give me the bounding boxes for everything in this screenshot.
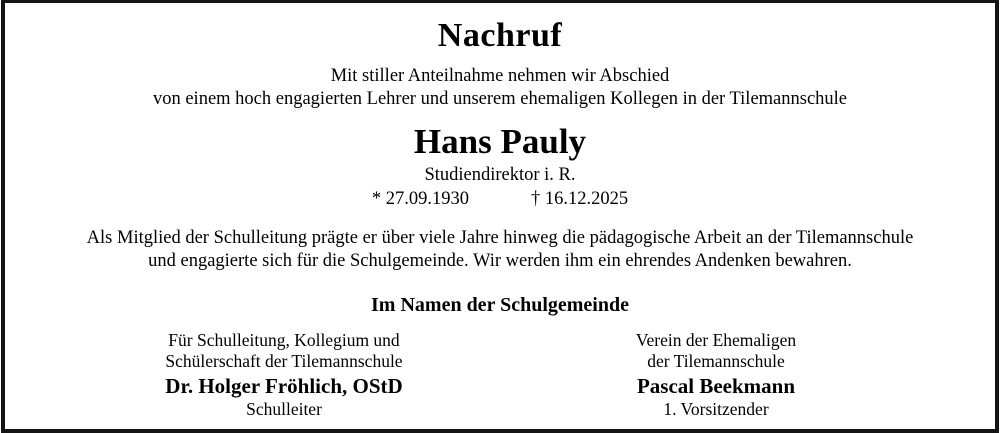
signatory-name: Pascal Beekmann <box>636 374 796 398</box>
signatory-org-line-1: Für Schulleitung, Kollegium und <box>168 330 400 350</box>
signatory-org-line-1: Verein der Ehemaligen <box>635 330 797 350</box>
notice-title: Nachruf <box>437 17 563 54</box>
notice-frame <box>1 0 999 433</box>
birth-date: * 27.09.1930 <box>371 189 469 209</box>
closing-line: Im Namen der Schulgemeinde <box>371 294 629 316</box>
deceased-role: Studiendirektor i. R. <box>424 165 576 185</box>
signatories <box>68 330 932 419</box>
signatory-title: Schulleiter <box>246 399 322 419</box>
deceased-name: Hans Pauly <box>413 122 587 161</box>
tribute-line-2: und engagierte sich für die Schulgemeinde. Wir werden ihm ein ehrendes Andenken bewahren. <box>148 251 852 271</box>
signatory-alumni-association <box>500 330 932 419</box>
tribute-text <box>5 227 995 273</box>
signatory-org-line-2: der Tilemannschule <box>647 350 785 371</box>
signatory-title: 1. Vorsitzender <box>663 399 769 419</box>
signatory-org <box>68 330 500 371</box>
intro-line-1: Mit stiller Anteilnahme nehmen wir Abschied <box>330 66 670 86</box>
intro-line-2: von einem hoch engagierten Lehrer und unserem ehemaligen Kollegen in der Tilemannschule <box>152 89 848 109</box>
tribute-line-1: Als Mitglied der Schulleitung prägte er über viele Jahre hinweg die pädagogische Arbeit an der Tilemannschule <box>86 228 914 248</box>
intro-text <box>5 65 995 111</box>
signatory-school-leadership <box>68 330 500 419</box>
signatory-org-line-2: Schülerschaft der Tilemannschule <box>165 350 403 371</box>
death-date: † 16.12.2025 <box>531 189 629 209</box>
life-dates <box>5 188 995 210</box>
signatory-name: Dr. Holger Fröhlich, OStD <box>165 374 403 398</box>
signatory-org <box>500 330 932 371</box>
